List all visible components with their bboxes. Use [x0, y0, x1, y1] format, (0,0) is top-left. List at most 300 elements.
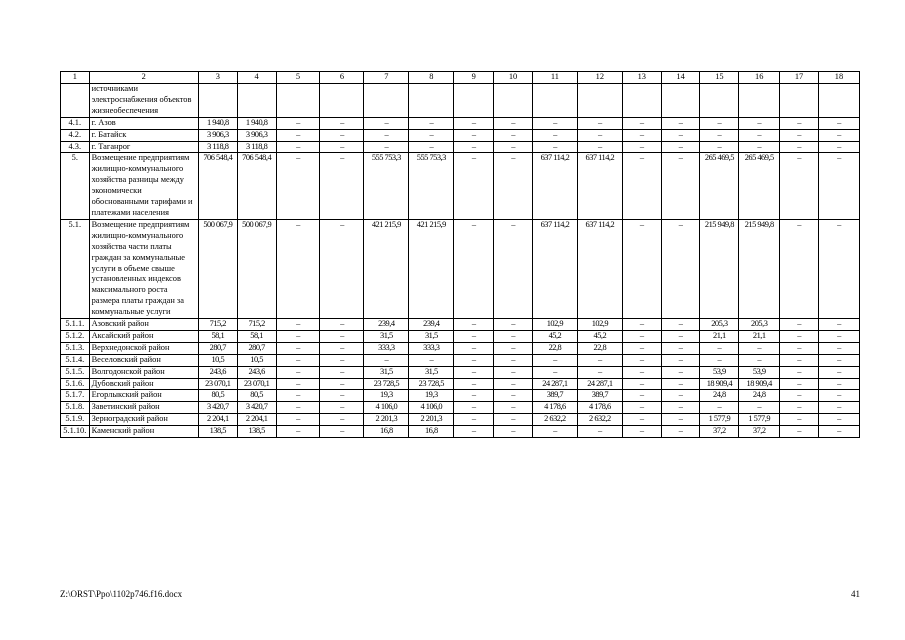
value-cell: 37,2: [700, 426, 739, 438]
value-cell: –: [622, 366, 661, 378]
column-number-9: 9: [454, 72, 494, 84]
value-cell: 3 118,8: [198, 141, 237, 153]
value-cell: 31,5: [364, 366, 409, 378]
row-number-cell: 5.1.1.: [61, 319, 90, 331]
value-cell: –: [276, 414, 320, 426]
value-cell: –: [320, 342, 364, 354]
value-cell: –: [276, 319, 320, 331]
value-cell: 555 753,3: [409, 153, 454, 219]
value-cell: 715,2: [237, 319, 276, 331]
table-row: [61, 366, 860, 378]
value-cell: –: [454, 219, 494, 318]
value-cell: –: [780, 129, 819, 141]
value-cell: [198, 84, 237, 118]
value-cell: –: [577, 117, 622, 129]
row-label-cell: г. Батайск: [89, 129, 198, 141]
value-cell: –: [661, 354, 700, 366]
value-cell: –: [454, 319, 494, 331]
value-cell: 706 548,4: [237, 153, 276, 219]
value-cell: –: [780, 426, 819, 438]
row-number-cell: 5.1.7.: [61, 390, 90, 402]
value-cell: –: [320, 117, 364, 129]
value-cell: –: [320, 219, 364, 318]
column-number-5: 5: [276, 72, 320, 84]
value-cell: 555 753,3: [364, 153, 409, 219]
value-cell: 4 178,6: [577, 402, 622, 414]
value-cell: [409, 84, 454, 118]
value-cell: 389,7: [532, 390, 577, 402]
value-cell: –: [780, 141, 819, 153]
value-cell: –: [622, 378, 661, 390]
value-cell: –: [780, 390, 819, 402]
column-number-15: 15: [700, 72, 739, 84]
column-number-6: 6: [320, 72, 364, 84]
value-cell: 4 106,0: [364, 402, 409, 414]
row-number-cell: 5.1.9.: [61, 414, 90, 426]
value-cell: 58,1: [198, 330, 237, 342]
value-cell: 2 632,2: [532, 414, 577, 426]
value-cell: 421 215,9: [364, 219, 409, 318]
value-cell: –: [739, 129, 780, 141]
value-cell: –: [818, 129, 859, 141]
value-cell: 53,9: [700, 366, 739, 378]
value-cell: –: [494, 402, 533, 414]
value-cell: 31,5: [364, 330, 409, 342]
value-cell: [532, 84, 577, 118]
row-number-cell: 5.: [61, 153, 90, 219]
value-cell: 31,5: [409, 330, 454, 342]
column-number-11: 11: [532, 72, 577, 84]
value-cell: –: [622, 219, 661, 318]
value-cell: 706 548,4: [198, 153, 237, 219]
value-cell: –: [276, 354, 320, 366]
row-number-cell: 5.1.8.: [61, 402, 90, 414]
value-cell: 10,5: [198, 354, 237, 366]
table-row: [61, 426, 860, 438]
value-cell: –: [494, 426, 533, 438]
value-cell: –: [780, 354, 819, 366]
column-number-14: 14: [661, 72, 700, 84]
row-number-cell: 4.1.: [61, 117, 90, 129]
value-cell: 1 940,8: [237, 117, 276, 129]
value-cell: 23 070,1: [198, 378, 237, 390]
value-cell: 24 287,1: [532, 378, 577, 390]
column-number-18: 18: [818, 72, 859, 84]
column-number-16: 16: [739, 72, 780, 84]
value-cell: –: [780, 342, 819, 354]
table-row: [61, 342, 860, 354]
table-row: [61, 153, 860, 219]
value-cell: –: [622, 402, 661, 414]
value-cell: 280,7: [237, 342, 276, 354]
value-cell: –: [494, 414, 533, 426]
table-row: [61, 129, 860, 141]
value-cell: 715,2: [198, 319, 237, 331]
value-cell: –: [661, 402, 700, 414]
value-cell: –: [661, 129, 700, 141]
value-cell: –: [494, 342, 533, 354]
value-cell: –: [494, 378, 533, 390]
value-cell: –: [454, 117, 494, 129]
column-number-3: 3: [198, 72, 237, 84]
value-cell: –: [818, 378, 859, 390]
value-cell: –: [700, 129, 739, 141]
row-label-cell: Азовский район: [89, 319, 198, 331]
value-cell: –: [276, 141, 320, 153]
value-cell: 3 906,3: [237, 129, 276, 141]
value-cell: –: [454, 414, 494, 426]
value-cell: 24,8: [739, 390, 780, 402]
value-cell: [276, 84, 320, 118]
value-cell: 21,1: [739, 330, 780, 342]
row-number-cell: 5.1.10.: [61, 426, 90, 438]
value-cell: –: [494, 153, 533, 219]
value-cell: –: [661, 117, 700, 129]
value-cell: –: [454, 330, 494, 342]
value-cell: –: [276, 117, 320, 129]
value-cell: 18 909,4: [700, 378, 739, 390]
value-cell: –: [661, 378, 700, 390]
table-row: [61, 330, 860, 342]
column-number-12: 12: [577, 72, 622, 84]
value-cell: [320, 84, 364, 118]
value-cell: –: [780, 319, 819, 331]
value-cell: 215 949,8: [739, 219, 780, 318]
value-cell: 31,5: [409, 366, 454, 378]
value-cell: –: [532, 117, 577, 129]
value-cell: 16,8: [409, 426, 454, 438]
value-cell: –: [320, 129, 364, 141]
value-cell: –: [320, 414, 364, 426]
value-cell: –: [780, 117, 819, 129]
document-path: Z:\ORST\Ppo\1102p746.f16.docx: [60, 589, 183, 599]
value-cell: –: [454, 129, 494, 141]
value-cell: –: [780, 153, 819, 219]
value-cell: [622, 84, 661, 118]
value-cell: 37,2: [739, 426, 780, 438]
value-cell: 23 070,1: [237, 378, 276, 390]
value-cell: 637 114,2: [532, 219, 577, 318]
value-cell: 333,3: [409, 342, 454, 354]
row-number-cell: 5.1.4.: [61, 354, 90, 366]
table-row: [61, 319, 860, 331]
value-cell: 21,1: [700, 330, 739, 342]
row-label-cell: Возмещение предприятиям жилищно-коммунального хозяйства части платы граждан за коммунальные услуги в объеме свыше установленных индексов максимального роста размера платы граждан за коммунальные услуги: [89, 219, 198, 318]
value-cell: 389,7: [577, 390, 622, 402]
value-cell: 637 114,2: [532, 153, 577, 219]
table-body: [61, 84, 860, 438]
value-cell: –: [320, 366, 364, 378]
value-cell: 2 201,3: [364, 414, 409, 426]
value-cell: –: [276, 153, 320, 219]
value-cell: –: [739, 402, 780, 414]
value-cell: –: [818, 319, 859, 331]
value-cell: –: [320, 153, 364, 219]
value-cell: 265 469,5: [739, 153, 780, 219]
value-cell: –: [320, 426, 364, 438]
value-cell: 80,5: [237, 390, 276, 402]
value-cell: –: [818, 153, 859, 219]
value-cell: –: [494, 129, 533, 141]
value-cell: –: [454, 402, 494, 414]
value-cell: 45,2: [577, 330, 622, 342]
row-number-cell: 4.2.: [61, 129, 90, 141]
value-cell: –: [454, 378, 494, 390]
value-cell: 1 577,9: [700, 414, 739, 426]
row-number-cell: 5.1.6.: [61, 378, 90, 390]
value-cell: –: [364, 354, 409, 366]
value-cell: –: [494, 366, 533, 378]
value-cell: 23 728,5: [409, 378, 454, 390]
row-number-cell: 5.1.3.: [61, 342, 90, 354]
value-cell: 22,8: [532, 342, 577, 354]
value-cell: –: [622, 117, 661, 129]
value-cell: –: [739, 117, 780, 129]
value-cell: 80,5: [198, 390, 237, 402]
column-number-4: 4: [237, 72, 276, 84]
row-label-cell: Волгодонской район: [89, 366, 198, 378]
value-cell: –: [622, 141, 661, 153]
value-cell: –: [622, 129, 661, 141]
value-cell: –: [700, 402, 739, 414]
page-footer: [60, 589, 860, 603]
value-cell: 2 204,1: [198, 414, 237, 426]
value-cell: –: [409, 354, 454, 366]
value-cell: 637 114,2: [577, 219, 622, 318]
value-cell: 265 469,5: [700, 153, 739, 219]
row-label-cell: Заветинский район: [89, 402, 198, 414]
value-cell: 4 106,0: [409, 402, 454, 414]
value-cell: –: [818, 414, 859, 426]
value-cell: –: [320, 354, 364, 366]
budget-table: [60, 71, 860, 438]
value-cell: –: [661, 141, 700, 153]
column-number-10: 10: [494, 72, 533, 84]
column-number-13: 13: [622, 72, 661, 84]
value-cell: –: [818, 402, 859, 414]
value-cell: 500 067,9: [198, 219, 237, 318]
value-cell: –: [661, 426, 700, 438]
row-label-cell: Возмещение предприятиям жилищно-коммунального хозяйства разницы между экономически обоснованными тарифами и платежами населения: [89, 153, 198, 219]
value-cell: –: [276, 129, 320, 141]
value-cell: 243,6: [198, 366, 237, 378]
value-cell: 637 114,2: [577, 153, 622, 219]
value-cell: –: [276, 219, 320, 318]
value-cell: [494, 84, 533, 118]
value-cell: 3 906,3: [198, 129, 237, 141]
column-number-2: 2: [89, 72, 198, 84]
value-cell: –: [661, 414, 700, 426]
row-number-cell: 4.3.: [61, 141, 90, 153]
row-label-cell: источниками электроснабжения объектов жизнеобеспечения: [89, 84, 198, 118]
value-cell: –: [739, 141, 780, 153]
row-label-cell: Дубовский район: [89, 378, 198, 390]
value-cell: –: [780, 414, 819, 426]
value-cell: 102,9: [577, 319, 622, 331]
value-cell: 2 201,3: [409, 414, 454, 426]
value-cell: [780, 84, 819, 118]
value-cell: –: [320, 319, 364, 331]
value-cell: 243,6: [237, 366, 276, 378]
value-cell: –: [818, 219, 859, 318]
value-cell: 205,3: [700, 319, 739, 331]
row-number-cell: 5.1.2.: [61, 330, 90, 342]
value-cell: –: [494, 390, 533, 402]
value-cell: 138,5: [237, 426, 276, 438]
table-row: [61, 219, 860, 318]
column-number-1: 1: [61, 72, 90, 84]
value-cell: –: [320, 390, 364, 402]
value-cell: –: [364, 129, 409, 141]
value-cell: 215 949,8: [700, 219, 739, 318]
value-cell: 4 178,6: [532, 402, 577, 414]
table-row: [61, 84, 860, 118]
value-cell: –: [780, 402, 819, 414]
row-label-cell: Аксайский район: [89, 330, 198, 342]
value-cell: 24 287,1: [577, 378, 622, 390]
value-cell: 2 632,2: [577, 414, 622, 426]
value-cell: 1 577,9: [739, 414, 780, 426]
value-cell: 16,8: [364, 426, 409, 438]
value-cell: 3 118,8: [237, 141, 276, 153]
value-cell: –: [818, 354, 859, 366]
value-cell: –: [320, 402, 364, 414]
value-cell: [700, 84, 739, 118]
value-cell: –: [780, 366, 819, 378]
row-label-cell: Веселовский район: [89, 354, 198, 366]
value-cell: –: [532, 426, 577, 438]
value-cell: –: [661, 366, 700, 378]
value-cell: [577, 84, 622, 118]
value-cell: 19,3: [409, 390, 454, 402]
value-cell: [818, 84, 859, 118]
value-cell: –: [661, 153, 700, 219]
value-cell: 280,7: [198, 342, 237, 354]
value-cell: –: [818, 366, 859, 378]
value-cell: 3 420,7: [198, 402, 237, 414]
value-cell: 58,1: [237, 330, 276, 342]
table-row: [61, 414, 860, 426]
value-cell: –: [780, 219, 819, 318]
value-cell: –: [622, 390, 661, 402]
value-cell: –: [494, 319, 533, 331]
column-number-8: 8: [409, 72, 454, 84]
value-cell: –: [494, 117, 533, 129]
value-cell: –: [700, 141, 739, 153]
value-cell: –: [532, 354, 577, 366]
value-cell: –: [320, 378, 364, 390]
value-cell: –: [818, 141, 859, 153]
value-cell: –: [364, 117, 409, 129]
table-header: [61, 72, 860, 84]
value-cell: –: [454, 390, 494, 402]
value-cell: –: [661, 330, 700, 342]
value-cell: –: [577, 366, 622, 378]
value-cell: –: [409, 129, 454, 141]
table-row: [61, 402, 860, 414]
value-cell: –: [622, 342, 661, 354]
value-cell: –: [276, 366, 320, 378]
value-cell: [364, 84, 409, 118]
value-cell: 333,3: [364, 342, 409, 354]
value-cell: –: [494, 141, 533, 153]
column-number-7: 7: [364, 72, 409, 84]
value-cell: 3 420,7: [237, 402, 276, 414]
value-cell: –: [818, 117, 859, 129]
table-row: [61, 141, 860, 153]
table-row: [61, 390, 860, 402]
value-cell: 24,8: [700, 390, 739, 402]
row-number-cell: [61, 84, 90, 118]
value-cell: 53,9: [739, 366, 780, 378]
value-cell: –: [532, 129, 577, 141]
column-number-17: 17: [780, 72, 819, 84]
value-cell: –: [818, 390, 859, 402]
value-cell: –: [622, 330, 661, 342]
value-cell: –: [622, 354, 661, 366]
row-number-cell: 5.1.: [61, 219, 90, 318]
value-cell: –: [276, 402, 320, 414]
column-number-row: [61, 72, 860, 84]
value-cell: 23 728,5: [364, 378, 409, 390]
value-cell: –: [276, 426, 320, 438]
row-number-cell: 5.1.5.: [61, 366, 90, 378]
value-cell: 19,3: [364, 390, 409, 402]
value-cell: [237, 84, 276, 118]
row-label-cell: г. Азов: [89, 117, 198, 129]
value-cell: –: [494, 219, 533, 318]
row-label-cell: Зерноградский район: [89, 414, 198, 426]
value-cell: –: [622, 426, 661, 438]
value-cell: –: [454, 141, 494, 153]
value-cell: 10,5: [237, 354, 276, 366]
value-cell: –: [409, 117, 454, 129]
value-cell: –: [577, 129, 622, 141]
value-cell: –: [276, 330, 320, 342]
value-cell: –: [780, 330, 819, 342]
table-row: [61, 117, 860, 129]
value-cell: –: [454, 153, 494, 219]
value-cell: 2 204,1: [237, 414, 276, 426]
value-cell: –: [454, 366, 494, 378]
value-cell: –: [276, 342, 320, 354]
value-cell: –: [577, 354, 622, 366]
value-cell: 22,8: [577, 342, 622, 354]
value-cell: –: [532, 366, 577, 378]
value-cell: –: [320, 330, 364, 342]
value-cell: –: [700, 354, 739, 366]
value-cell: –: [494, 354, 533, 366]
value-cell: –: [454, 426, 494, 438]
value-cell: 421 215,9: [409, 219, 454, 318]
value-cell: –: [454, 354, 494, 366]
value-cell: 239,4: [364, 319, 409, 331]
value-cell: –: [739, 354, 780, 366]
value-cell: 1 940,8: [198, 117, 237, 129]
value-cell: –: [780, 378, 819, 390]
value-cell: 239,4: [409, 319, 454, 331]
value-cell: –: [818, 330, 859, 342]
value-cell: –: [320, 141, 364, 153]
value-cell: –: [622, 319, 661, 331]
value-cell: 138,5: [198, 426, 237, 438]
value-cell: –: [622, 153, 661, 219]
value-cell: [661, 84, 700, 118]
budget-table-sheet: [60, 71, 860, 438]
value-cell: –: [661, 219, 700, 318]
row-label-cell: Каменский район: [89, 426, 198, 438]
row-label-cell: Верхнедонской район: [89, 342, 198, 354]
